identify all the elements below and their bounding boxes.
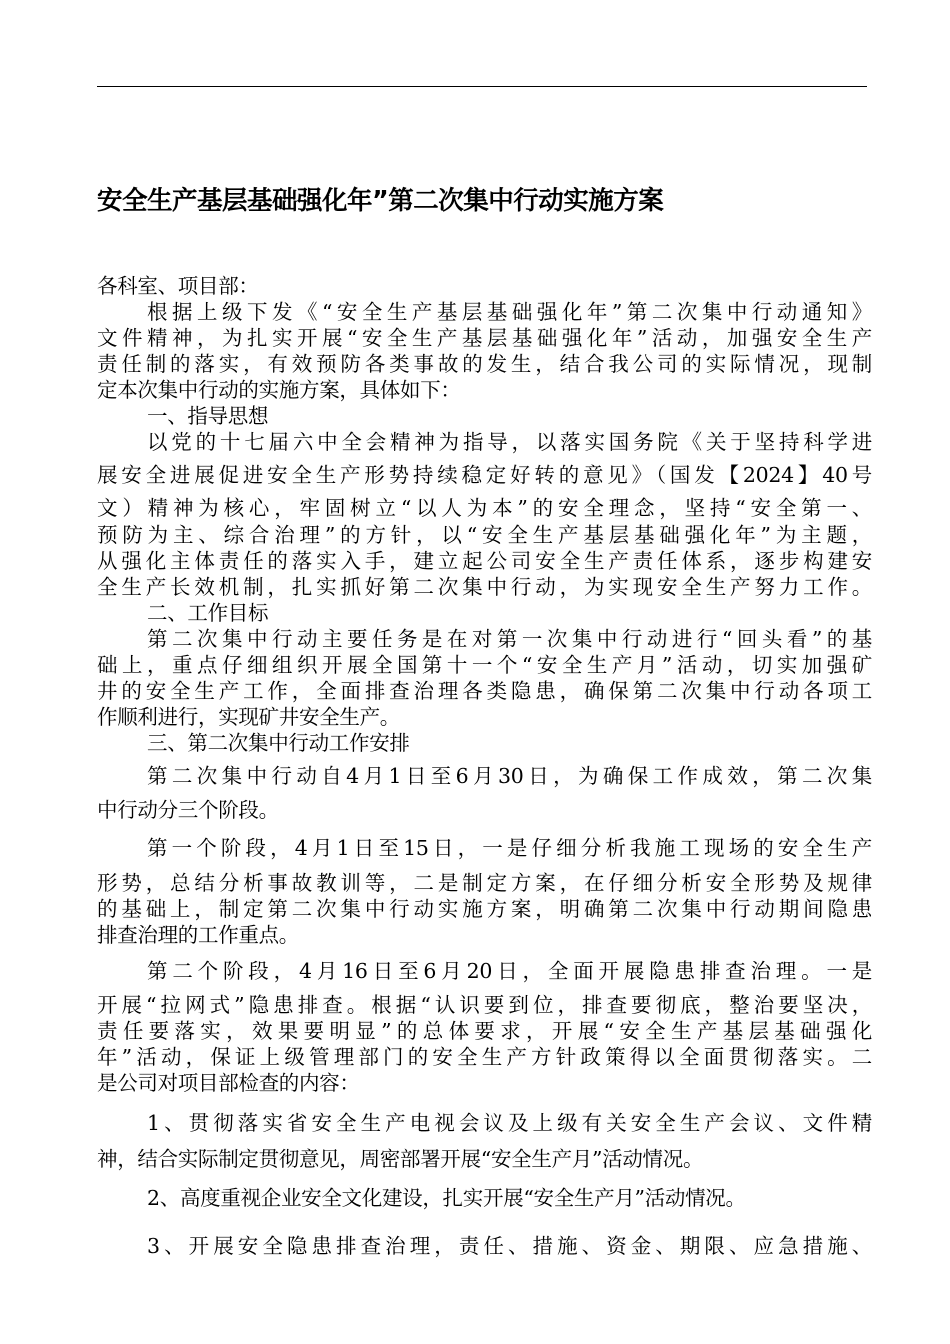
section-heading: 一、指导思想 <box>147 404 269 428</box>
paragraph-line: 预防为主、综合治理”的方针，以“安全生产基层基础强化年”为主题， <box>97 523 872 547</box>
paragraph-line: 从强化主体责任的落实入手，建立起公司安全生产责任体系，逐步构建安 <box>97 549 872 573</box>
paragraph-line: 第二次集中行动自4月1日至6月30日，为确保工作成效，第二次集 <box>147 764 872 788</box>
paragraph-line: 以党的十七届六中全会精神为指导，以落实国务院《关于坚持科学进 <box>147 430 872 454</box>
list-item: 2、高度重视企业安全文化建设，扎实开展“安全生产月”活动情况。 <box>147 1186 746 1210</box>
document-title: 安全生产基层基础强化年”第二次集中行动实施方案 <box>97 186 664 216</box>
paragraph-line: 展安全进展促进安全生产形势持续稳定好转的意见》（国发【2024】40号 <box>97 463 872 487</box>
paragraph-line: 根据上级下发《“安全生产基层基础强化年”第二次集中行动通知》 <box>147 300 872 324</box>
paragraph-line: 的基础上，制定第二次集中行动实施方案，明确第二次集中行动期间隐患 <box>97 897 872 921</box>
section-heading: 三、第二次集中行动工作安排 <box>147 731 410 755</box>
paragraph-line: 开展“拉网式”隐患排查。根据“认识要到位，排查要彻底，整治要坚决， <box>97 993 872 1017</box>
list-item: 3、开展安全隐患排查治理，责任、措施、资金、期限、应急措施、 <box>147 1234 872 1258</box>
section-heading: 二、工作目标 <box>147 601 269 625</box>
paragraph-line: 础上，重点仔细组织开展全国第十一个“安全生产月”活动，切实加强矿 <box>97 653 872 677</box>
paragraph-line: 井的安全生产工作，全面排查治理各类隐患，确保第二次集中行动各项工 <box>97 679 872 703</box>
paragraph-line: 文件精神，为扎实开展“安全生产基层基础强化年”活动，加强安全生产 <box>97 326 872 350</box>
paragraph-line: 神，结合实际制定贯彻意见，周密部署开展“安全生产月”活动情况。 <box>97 1147 704 1171</box>
paragraph-line: 第一个阶段，4月1日至15日，一是仔细分析我施工现场的安全生产 <box>147 836 872 860</box>
paragraph-line: 责任要落实，效果要明显”的总体要求，开展“安全生产基层基础强化 <box>97 1019 872 1043</box>
paragraph-line: 形势，总结分析事故教训等，二是制定方案，在仔细分析安全形势及规律 <box>97 871 872 895</box>
paragraph-line: 年”活动，保证上级管理部门的安全生产方针政策得以全面贯彻落实。二 <box>97 1045 872 1069</box>
salutation: 各科室、项目部： <box>97 274 259 298</box>
paragraph-line: 排查治理的工作重点。 <box>97 923 299 947</box>
paragraph-line: 责任制的落实，有效预防各类事故的发生，结合我公司的实际情况，现制 <box>97 352 872 376</box>
paragraph-line: 作顺利进行，实现矿井安全生产。 <box>97 705 400 729</box>
paragraph-line: 第二个阶段，4月16日至6月20日，全面开展隐患排查治理。一是 <box>147 959 872 983</box>
paragraph-line: 中行动分三个阶段。 <box>97 798 279 822</box>
header-rule <box>97 86 867 87</box>
paragraph-line: 全生产长效机制，扎实抓好第二次集中行动，为实现安全生产努力工作。 <box>97 575 872 599</box>
paragraph-line: 第二次集中行动主要任务是在对第一次集中行动进行“回头看”的基 <box>147 627 872 651</box>
paragraph-line: 是公司对项目部检查的内容： <box>97 1071 360 1095</box>
paragraph-line: 定本次集中行动的实施方案，具体如下： <box>97 378 461 402</box>
paragraph-line: 文）精神为核心，牢固树立“以人为本”的安全理念，坚持“安全第一、 <box>97 496 872 520</box>
list-item: 1、贯彻落实省安全生产电视会议及上级有关安全生产会议、文件精 <box>147 1111 872 1135</box>
